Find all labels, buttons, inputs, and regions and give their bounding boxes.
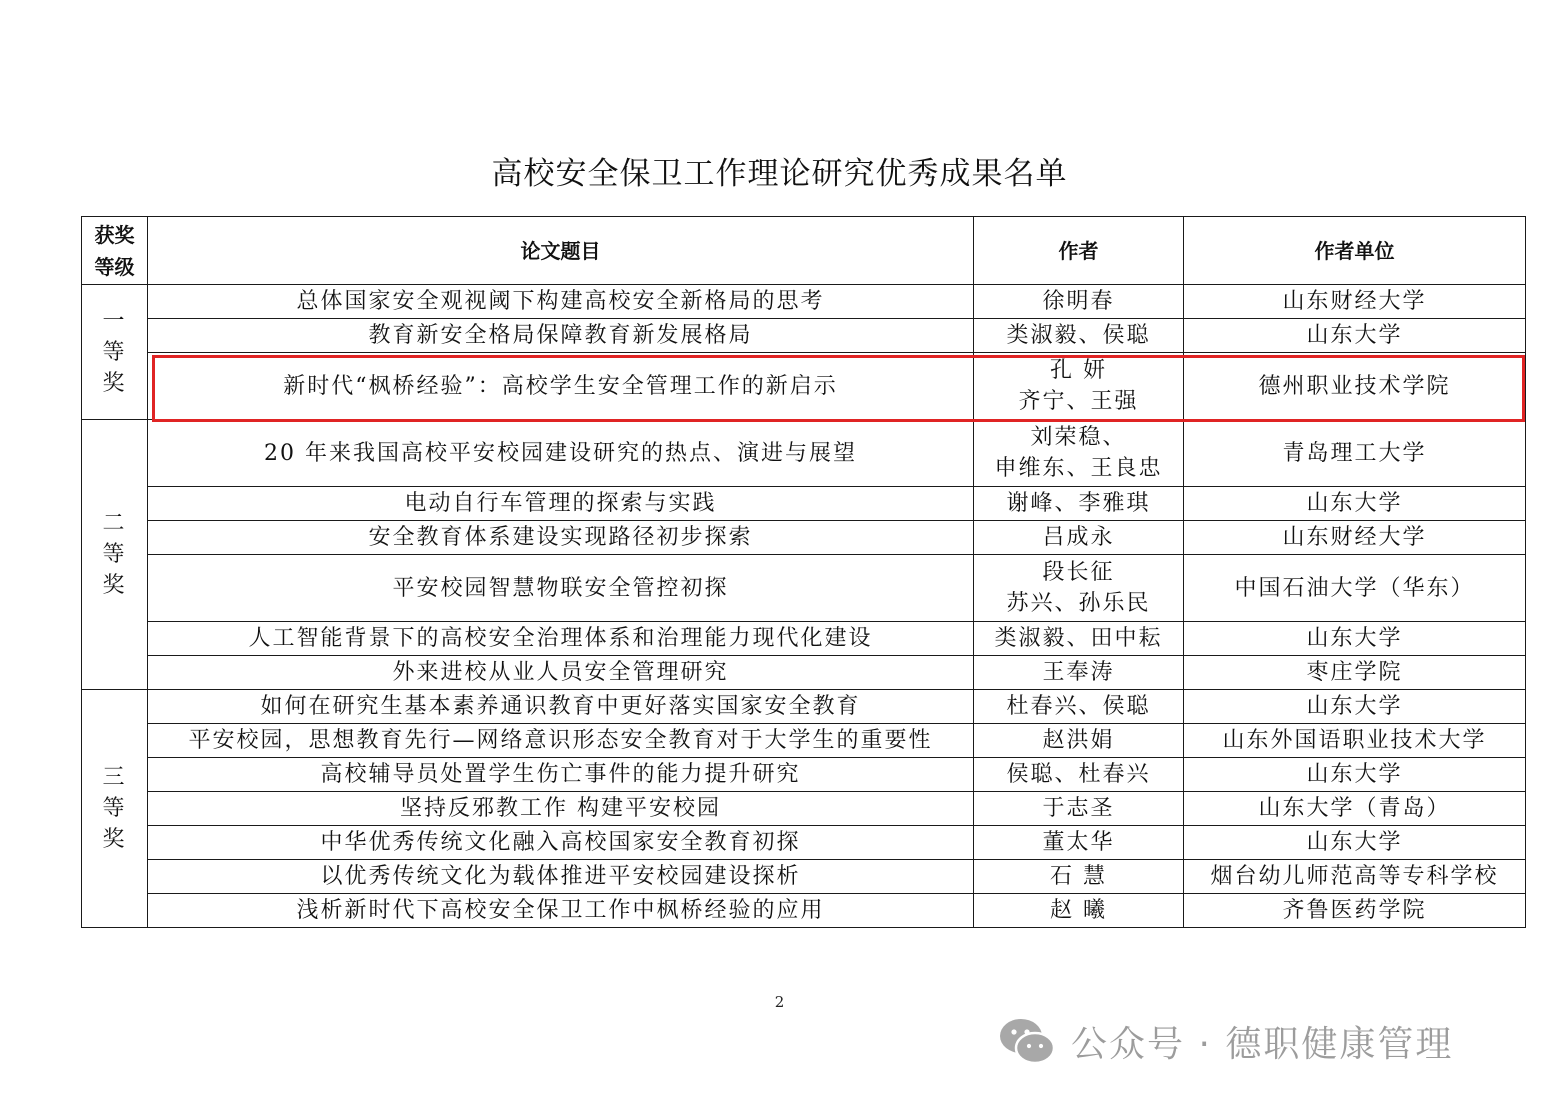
paper-title-cell: 人工智能背景下的高校安全治理体系和治理能力现代化建设 (148, 622, 974, 656)
author-name: 于志圣 (1042, 796, 1115, 821)
author-cell (974, 285, 1184, 319)
paper-title-cell: 坚持反邪教工作 构建平安校园 (148, 792, 974, 826)
author-unit-cell: 枣庄学院 (1184, 656, 1526, 690)
award-level-char: 等 (102, 542, 127, 567)
table-row (82, 353, 1526, 420)
header-paper: 论文题目 (148, 217, 974, 285)
paper-title-cell: 总体国家安全观视阈下构建高校安全新格局的思考 (148, 285, 974, 319)
author-unit-cell: 青岛理工大学 (1184, 420, 1526, 487)
wechat-icon (997, 1014, 1057, 1068)
author-unit-cell: 山东外国语职业技术大学 (1184, 724, 1526, 758)
author-unit-cell: 山东大学（青岛） (1184, 792, 1526, 826)
award-level-cell (82, 420, 148, 690)
paper-title-cell: 中华优秀传统文化融入高校国家安全教育初探 (148, 826, 974, 860)
award-level-char: 奖 (102, 827, 127, 852)
author-name: 申维东、王良忠 (994, 456, 1163, 481)
author-unit-cell: 山东财经大学 (1184, 521, 1526, 555)
table-row (82, 521, 1526, 555)
author-name: 苏兴、孙乐民 (1006, 591, 1151, 616)
author-name: 段长征 (1042, 560, 1115, 585)
header-level (82, 217, 148, 285)
author-cell (974, 353, 1184, 420)
award-level-char: 等 (102, 339, 127, 365)
award-table (81, 216, 1526, 928)
author-unit-cell: 山东大学 (1184, 319, 1526, 353)
table-row (82, 285, 1526, 319)
author-unit-cell: 烟台幼儿师范高等专科学校 (1184, 860, 1526, 894)
watermark (997, 1013, 1453, 1069)
author-cell (974, 860, 1184, 894)
author-cell (974, 420, 1184, 487)
table-row (82, 622, 1526, 656)
paper-title-cell: 教育新安全格局保障教育新发展格局 (148, 319, 974, 353)
award-level-cell (82, 690, 148, 928)
table-body (82, 285, 1526, 928)
author-unit-cell: 山东大学 (1184, 826, 1526, 860)
author-unit-cell: 山东大学 (1184, 690, 1526, 724)
author-cell (974, 487, 1184, 521)
author-cell (974, 724, 1184, 758)
author-cell (974, 894, 1184, 928)
table-row (82, 894, 1526, 928)
author-cell (974, 656, 1184, 690)
author-unit-cell: 齐鲁医药学院 (1184, 894, 1526, 928)
table-row (82, 792, 1526, 826)
author-name: 王奉涛 (1042, 660, 1115, 685)
author-name: 杜春兴、侯聪 (1006, 694, 1151, 719)
author-name: 赵洪娟 (1042, 728, 1115, 753)
paper-title-cell: 外来进校从业人员安全管理研究 (148, 656, 974, 690)
author-name: 侯聪、杜春兴 (1006, 762, 1151, 787)
author-name: 吕成永 (1042, 525, 1115, 550)
page-number: 2 (774, 993, 785, 1011)
author-name: 赵 曦 (1050, 898, 1107, 923)
table-row (82, 656, 1526, 690)
table-row (82, 758, 1526, 792)
header-row (82, 217, 1526, 285)
table-row (82, 487, 1526, 521)
table-row (82, 420, 1526, 487)
paper-title-cell: 20 年来我国高校平安校园建设研究的热点、演进与展望 (148, 420, 974, 487)
author-name: 石 慧 (1050, 864, 1107, 889)
author-cell (974, 758, 1184, 792)
author-cell (974, 792, 1184, 826)
author-unit-cell: 山东财经大学 (1184, 285, 1526, 319)
author-name: 谢峰、李雅琪 (1006, 491, 1151, 516)
paper-title-cell: 高校辅导员处置学生伤亡事件的能力提升研究 (148, 758, 974, 792)
award-level-char: 奖 (102, 370, 127, 396)
author-unit-cell: 山东大学 (1184, 622, 1526, 656)
author-name: 孔 妍 (1050, 358, 1107, 383)
author-unit-cell: 德州职业技术学院 (1184, 353, 1526, 420)
table-row (82, 860, 1526, 894)
author-name: 徐明春 (1042, 289, 1115, 314)
paper-title-cell: 如何在研究生基本素养通识教育中更好落实国家安全教育 (148, 690, 974, 724)
paper-title-cell: 以优秀传统文化为载体推进平安校园建设探析 (148, 860, 974, 894)
paper-title-cell: 平安校园，思想教育先行—网络意识形态安全教育对于大学生的重要性 (148, 724, 974, 758)
header-unit: 作者单位 (1184, 217, 1526, 285)
paper-title-cell: 浅析新时代下高校安全保卫工作中枫桥经验的应用 (148, 894, 974, 928)
header-level-line: 等级 (94, 254, 135, 279)
author-name: 董太华 (1042, 830, 1115, 855)
author-unit-cell: 山东大学 (1184, 758, 1526, 792)
author-name: 齐宁、王强 (1018, 389, 1139, 414)
author-name: 类淑毅、侯聪 (1006, 323, 1151, 348)
award-level-char: 一 (102, 308, 127, 334)
table-row (82, 724, 1526, 758)
paper-title-cell: 新时代“枫桥经验”：高校学生安全管理工作的新启示 (148, 353, 974, 420)
award-level-char: 二 (102, 511, 127, 536)
award-level-char: 三 (102, 765, 127, 790)
table-row (82, 690, 1526, 724)
table-row (82, 826, 1526, 860)
award-level-cell (82, 285, 148, 420)
author-name: 类淑毅、田中耘 (994, 626, 1163, 651)
award-level-char: 等 (102, 796, 127, 821)
author-cell (974, 622, 1184, 656)
header-author: 作者 (974, 217, 1184, 285)
author-cell (974, 555, 1184, 622)
paper-title-cell: 电动自行车管理的探索与实践 (148, 487, 974, 521)
author-unit-cell: 山东大学 (1184, 487, 1526, 521)
header-level-line: 获奖 (94, 222, 135, 247)
paper-title-cell: 平安校园智慧物联安全管控初探 (148, 555, 974, 622)
author-cell (974, 319, 1184, 353)
author-cell (974, 690, 1184, 724)
page-title: 高校安全保卫工作理论研究优秀成果名单 (491, 156, 1068, 192)
author-cell (974, 521, 1184, 555)
paper-title-cell: 安全教育体系建设实现路径初步探索 (148, 521, 974, 555)
author-unit-cell: 中国石油大学（华东） (1184, 555, 1526, 622)
table-row (82, 319, 1526, 353)
award-level-char: 奖 (102, 573, 127, 598)
author-cell (974, 826, 1184, 860)
watermark-text: 公众号 · 德职健康管理 (1071, 1023, 1454, 1065)
author-name: 刘荣稳、 (1030, 425, 1127, 450)
table-row (82, 555, 1526, 622)
